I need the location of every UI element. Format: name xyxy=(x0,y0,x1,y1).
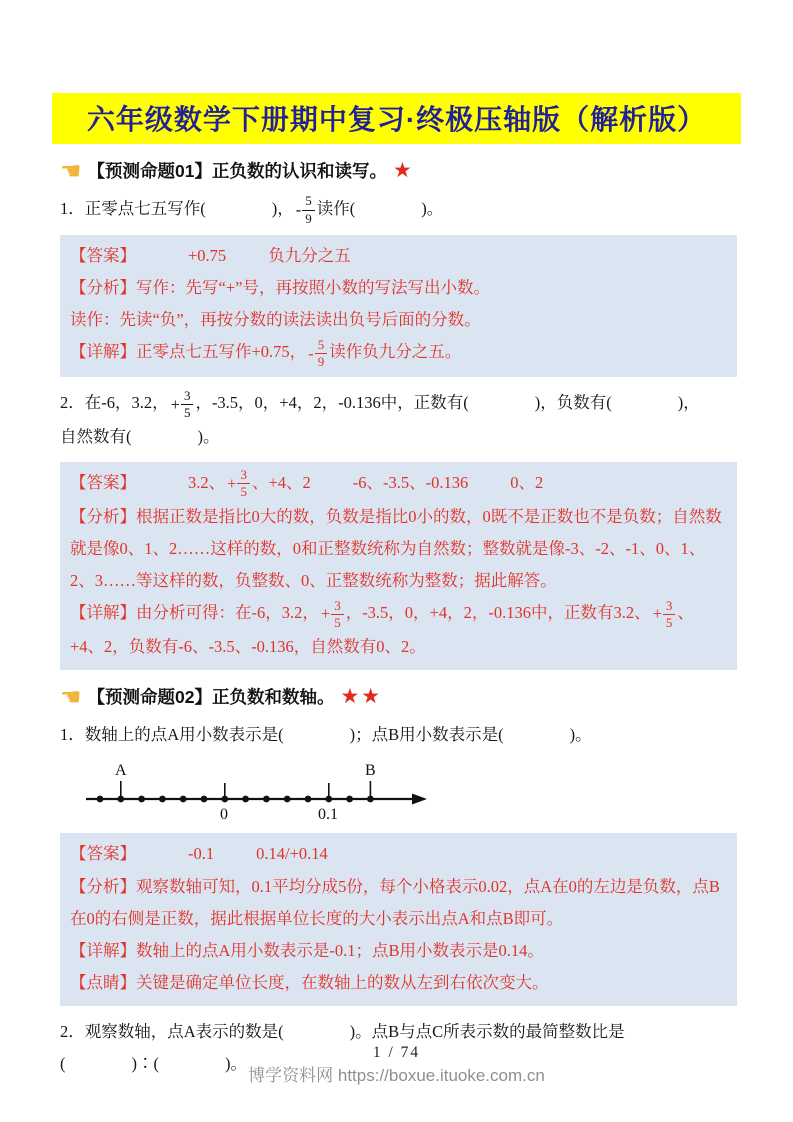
section-01-header xyxy=(60,158,737,183)
detail-line: 【详解】数轴上的点A用小数表示是-0.1；点B用小数表示是0.14。 xyxy=(70,940,544,960)
answer-line: 【答案】 3.2、 + $\frac{3}{5}$ 、+4、2 -6、-3.5、-0.136 0、2 xyxy=(70,467,544,500)
answer-value-2: 负九分之五 xyxy=(268,245,351,265)
s1-q1-text-pre: 1．正零点七五写作( )， xyxy=(60,199,294,218)
fraction-neg-5-9: - $\frac{5}{9}$ xyxy=(308,337,327,371)
fraction-pos-3-5: + $\frac{3}{5}$ xyxy=(653,598,676,632)
fraction-neg-5-9: - $\frac{5}{9}$ xyxy=(296,193,315,227)
detail-line: 【详解】由分析可得：在-6，3.2， + $\frac{3}{5}$ ，-3.5，0，+4，2，-0.136中，正数有3.2、 + $\frac{3}{5}$ 、+4、2，负数有-6、-3.5、-0.136，自然数有0、2。 xyxy=(70,597,694,657)
page-footer xyxy=(0,1042,793,1089)
point-a-label: A xyxy=(115,762,127,780)
s2-q2-line1: 2．观察数轴，点A表示的数是( )。点B与点C所表示数的最简整数比是 xyxy=(60,1022,625,1042)
answer-value-1: -0.1 xyxy=(188,844,215,864)
section-02-header xyxy=(60,684,737,709)
tick-zero-label: 0 xyxy=(220,806,228,824)
s1-q1-text-post: 读作( )。 xyxy=(316,199,444,218)
axis-arrow-icon xyxy=(412,794,427,805)
s1-q2-text-line2: 自然数有( )。 xyxy=(60,427,220,447)
section-01-title: 【预测命题01】正负数的认识和读写。 xyxy=(87,161,387,181)
detail-line: 【详解】正零点七五写作+0.75， - $\frac{5}{9}$ 读作负九分之五。 xyxy=(70,336,462,370)
analysis-line: 【分析】根据正数是指比0大的数，负数是指比0小的数，0既不是正数也不是负数；自然数就是像0、1、2……这样的数，0和正整数统称为自然数；整数就是像-3、-2、-1、0、1、2、3……等这样的数，负整数、0、正整数统称为整数；据此解答。 xyxy=(70,506,722,590)
answer-label: 【答案】 xyxy=(70,472,136,492)
s2-question-1: 1．数轴上的点A用小数表示是( )；点B用小数表示是( )。 xyxy=(60,725,592,745)
section-02-title: 【预测命题02】正负数和数轴。 xyxy=(87,687,335,708)
answer-line xyxy=(70,240,725,272)
s1-question-2 xyxy=(60,387,737,453)
answer-line xyxy=(70,838,725,870)
fraction-pos-3-5: + $\frac{3}{5}$ xyxy=(227,467,250,501)
answer-value-1: +0.75 xyxy=(188,245,227,265)
tip-line: 【点睛】关键是确定单位长度，在数轴上的数从左到右依次变大。 xyxy=(70,973,549,993)
source-site-link[interactable]: 博学资料网 https://boxue.ituoke.com.cn xyxy=(248,1066,545,1086)
pointing-hand-icon: ☚ xyxy=(60,682,82,711)
page-title: 六年级数学下册期中复习·终极压轴版（解析版） xyxy=(52,93,741,144)
analysis-line: 【分析】观察数轴可知，0.1平均分成5份，每个小格表示0.02，点A在0的左边是负数，点B在0的右侧是正数，据此根据单位长度的大小表示出点A和点B即可。 xyxy=(70,876,720,928)
s1-question-1 xyxy=(60,193,737,227)
s1-q2-text-pre: 2．在-6，3.2， xyxy=(60,393,169,413)
s1-q2-text-post: ，-3.5，0，+4，2，-0.136中，正数有( )，负数有( )， xyxy=(195,393,700,413)
tick-point1-label: 0.1 xyxy=(318,806,338,824)
s1-answer-block-1 xyxy=(60,235,737,377)
s2-answer-block-1 xyxy=(60,833,737,1006)
answer-label: 【答案】 xyxy=(70,245,136,265)
s2-q2-line2: ( )∶( )。 xyxy=(60,1054,247,1074)
pointing-hand-icon: ☚ xyxy=(60,156,82,185)
answer-label: 【答案】 xyxy=(70,844,136,864)
point-b-label: B xyxy=(365,762,376,780)
fraction-pos-3-5: + $\frac{3}{5}$ xyxy=(321,598,344,632)
analysis-line-2: 读作：先读“负”，再按分数的读法读出负号后面的分数。 xyxy=(70,310,481,330)
answer-value-2: 0.14/+0.14 xyxy=(256,844,328,864)
numberline-figure xyxy=(82,757,737,825)
s1-answer-block-2 xyxy=(60,462,737,671)
difficulty-stars-icon: ★★ xyxy=(340,684,383,709)
fraction-pos-3-5: + $\frac{3}{5}$ xyxy=(171,388,194,422)
page-number: 1 / 74 xyxy=(372,1044,421,1061)
analysis-line: 【分析】写作：先写“+”号，再按照小数的写法写出小数。 xyxy=(70,278,490,298)
difficulty-star-icon: ★ xyxy=(392,158,414,182)
